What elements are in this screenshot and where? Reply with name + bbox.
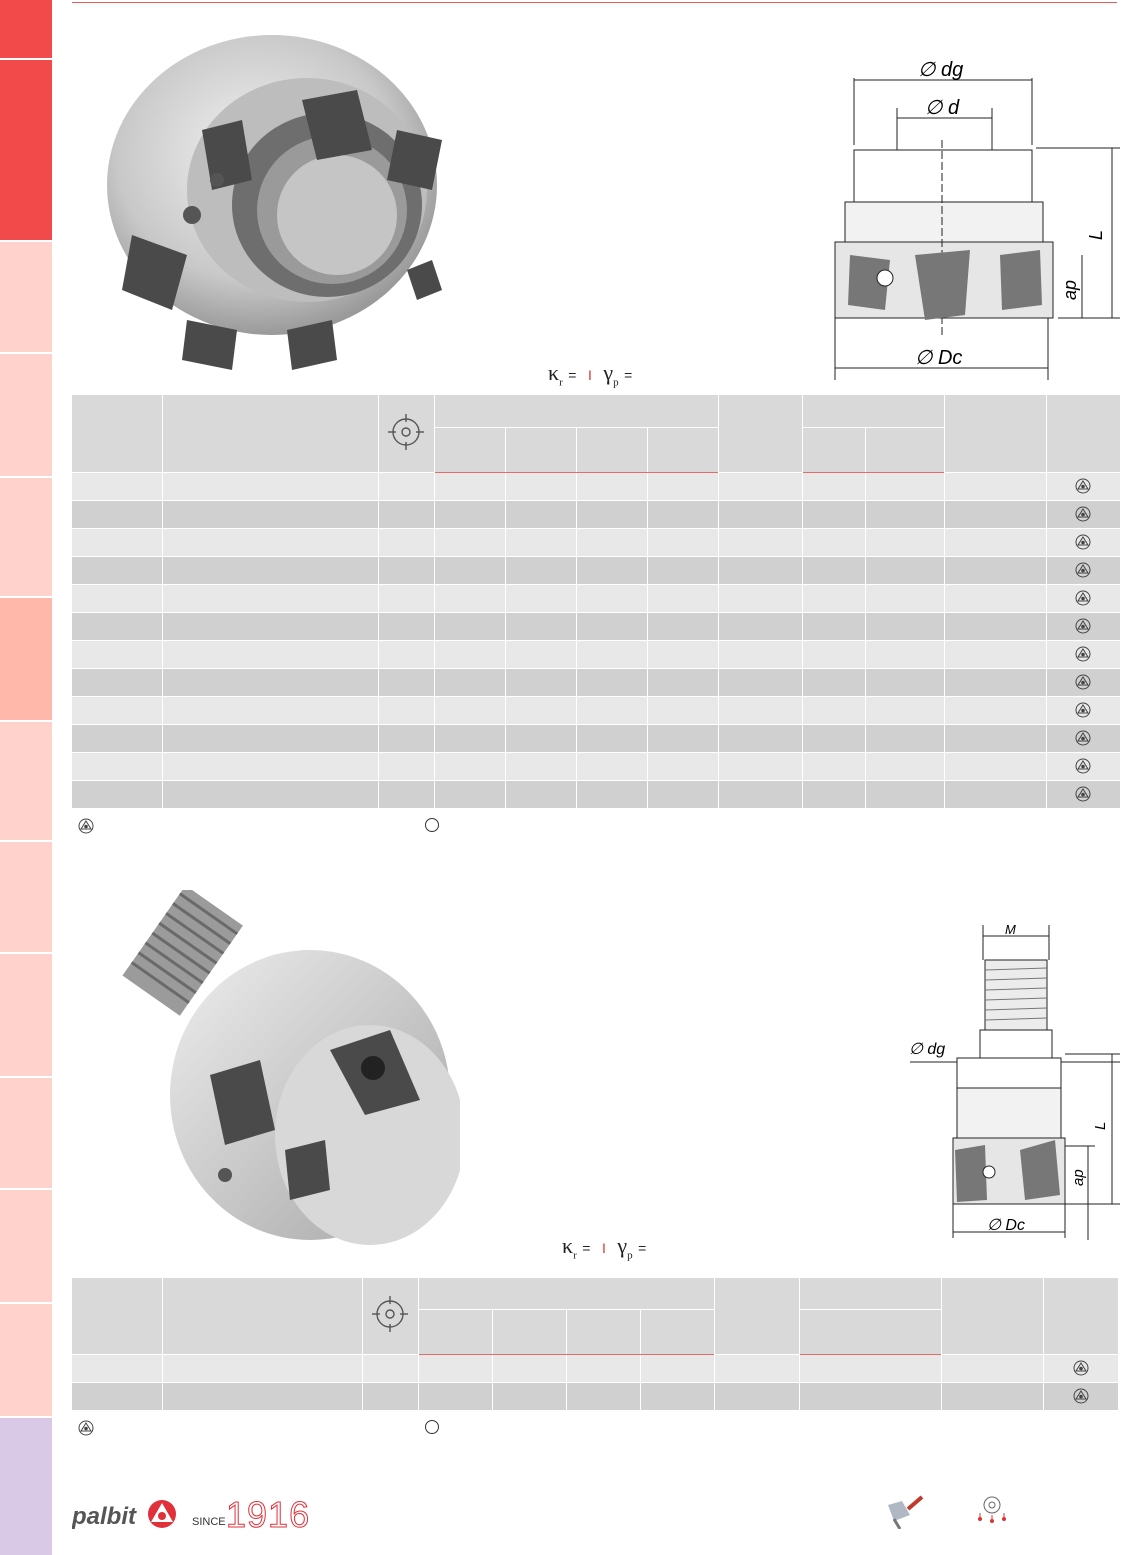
table-row: [72, 668, 1120, 696]
table-cell: [162, 500, 378, 528]
table-cell: [378, 752, 434, 780]
stock-icon-cell: [1046, 668, 1120, 696]
table-cell: [944, 724, 1046, 752]
table-cell: [647, 612, 718, 640]
side-tab[interactable]: [0, 478, 52, 596]
table-cell: [505, 528, 576, 556]
table-cell: [434, 696, 505, 724]
palbit-stock-icon: [1075, 506, 1091, 522]
table-cell: [378, 612, 434, 640]
header-cell: [576, 427, 647, 472]
header-cell: [799, 1309, 941, 1354]
table-cell: [162, 668, 378, 696]
table-cell: [718, 752, 802, 780]
table-cell: [162, 1354, 362, 1382]
table-cell: [714, 1382, 799, 1410]
diameter-symbol: ∅: [918, 59, 936, 81]
table-cell: [865, 668, 944, 696]
stock-icon-cell: [1043, 1382, 1118, 1410]
palbit-stock-icon: [1075, 478, 1091, 494]
header-cell: [505, 427, 576, 472]
stock-icon-cell: [1046, 472, 1120, 500]
table-row: [72, 500, 1120, 528]
header-cell: [865, 427, 944, 472]
table-cell: [162, 472, 378, 500]
header-cell: [492, 1309, 566, 1354]
screw-fit-mill-dimension-drawing: [905, 920, 1120, 1240]
target-icon-cell: [362, 1278, 418, 1354]
table-cell: [505, 752, 576, 780]
palbit-stock-icon: [1075, 590, 1091, 606]
table-row: [72, 696, 1120, 724]
table-cell: [72, 472, 162, 500]
stock-icon-cell: [1046, 640, 1120, 668]
table-row: [72, 1354, 1118, 1382]
table-cell: [865, 696, 944, 724]
table-cell: [802, 752, 865, 780]
screw-fit-mill-photo: [100, 890, 460, 1255]
table-cell: [576, 584, 647, 612]
palbit-stock-icon: [1075, 646, 1091, 662]
table-cell: [434, 780, 505, 808]
table-cell: [505, 696, 576, 724]
table-row: [72, 556, 1120, 584]
table-cell: [576, 696, 647, 724]
table-cell: [434, 612, 505, 640]
table-cell: [576, 640, 647, 668]
side-tab[interactable]: [0, 1078, 52, 1188]
table-cell: [647, 724, 718, 752]
table-cell: [434, 640, 505, 668]
legend-palbit-icon: [78, 818, 94, 834]
table-cell: [576, 500, 647, 528]
header-cell: [799, 1278, 941, 1309]
table-cell: [802, 640, 865, 668]
table-row: [72, 612, 1120, 640]
table-cell: [944, 528, 1046, 556]
table-cell: [802, 696, 865, 724]
target-icon: [372, 1296, 408, 1332]
table-cell: [378, 500, 434, 528]
palbit-stock-icon: [1075, 730, 1091, 746]
table-cell: [434, 556, 505, 584]
table-cell: [378, 640, 434, 668]
header-cell: [162, 1278, 362, 1354]
ap-label: ap: [1060, 279, 1080, 300]
table-cell: [576, 528, 647, 556]
table-cell: [72, 780, 162, 808]
d-label: d: [947, 97, 960, 119]
table-cell: [378, 780, 434, 808]
header-cell: [714, 1278, 799, 1354]
face-mill-photo: [92, 20, 492, 380]
side-tab[interactable]: [0, 842, 52, 952]
table-cell: [718, 696, 802, 724]
table-cell: [944, 752, 1046, 780]
table-cell: [802, 612, 865, 640]
table-cell: [647, 556, 718, 584]
table-cell: [362, 1382, 418, 1410]
svg-text:∅ dg: [918, 59, 963, 81]
table-cell: [434, 500, 505, 528]
table-cell: [378, 724, 434, 752]
palbit-stock-icon: [78, 818, 94, 834]
table-cell: [162, 752, 378, 780]
dg-label-2: dg: [927, 1041, 946, 1058]
side-tab[interactable]: [0, 722, 52, 840]
table-cell: [162, 640, 378, 668]
table-cell: [434, 752, 505, 780]
table-cell: [576, 724, 647, 752]
palbit-stock-icon: [78, 1420, 94, 1436]
table-cell: [718, 556, 802, 584]
header-cell: [72, 395, 162, 472]
palbit-stock-icon: [1075, 674, 1091, 690]
spec-table-face-mill: [72, 395, 1121, 809]
table-cell: [72, 640, 162, 668]
table-cell: [865, 780, 944, 808]
table-cell: [640, 1354, 714, 1382]
header-cell: [434, 427, 505, 472]
table-cell: [162, 696, 378, 724]
svg-text:∅ dg: ∅ dg: [909, 1041, 946, 1058]
stock-icon-cell: [1046, 584, 1120, 612]
table-cell: [718, 584, 802, 612]
table-cell: [418, 1354, 492, 1382]
table-cell: [647, 584, 718, 612]
table-cell: [802, 724, 865, 752]
table-cell: [718, 780, 802, 808]
table-cell: [576, 612, 647, 640]
table-cell: [72, 724, 162, 752]
table-cell: [944, 640, 1046, 668]
table-cell: [162, 584, 378, 612]
header-cell: [162, 395, 378, 472]
table-cell: [865, 472, 944, 500]
header-cell: [1046, 395, 1120, 472]
side-tab[interactable]: [0, 1190, 52, 1302]
table-cell: [505, 472, 576, 500]
header-cell: [802, 395, 944, 427]
table-cell: [378, 528, 434, 556]
table-cell: [72, 752, 162, 780]
table-cell: [162, 724, 378, 752]
table-cell: [647, 780, 718, 808]
header-cell: [647, 427, 718, 472]
table-cell: [647, 752, 718, 780]
palbit-stock-icon: [1075, 786, 1091, 802]
table-cell: [802, 668, 865, 696]
circle-icon: [425, 818, 439, 832]
table-cell: [434, 472, 505, 500]
legend-palbit-icon-2: [78, 1420, 94, 1436]
table-row: [72, 1382, 1118, 1410]
svg-text:∅ Dc: ∅ Dc: [987, 1217, 1025, 1234]
stock-icon-cell: [1046, 696, 1120, 724]
table-cell: [718, 472, 802, 500]
header-cell: [72, 1278, 162, 1354]
table-cell: [865, 612, 944, 640]
table-cell: [434, 724, 505, 752]
table-cell: [378, 472, 434, 500]
table-cell: [944, 612, 1046, 640]
svg-text:palbit: palbit: [72, 1503, 136, 1530]
stock-icon-cell: [1046, 556, 1120, 584]
table-cell: [576, 556, 647, 584]
top-rule: [72, 2, 1117, 3]
table-cell: [434, 584, 505, 612]
legend-circle-2: [425, 1420, 439, 1437]
table-cell: [941, 1354, 1043, 1382]
header-cell: [566, 1309, 640, 1354]
table-cell: [576, 668, 647, 696]
side-tab[interactable]: [0, 354, 52, 476]
table-row: [72, 780, 1120, 808]
table-cell: [505, 724, 576, 752]
table-cell: [718, 724, 802, 752]
table-cell: [799, 1354, 941, 1382]
table-cell: [72, 612, 162, 640]
table-cell: [162, 780, 378, 808]
table-cell: [505, 556, 576, 584]
stock-icon-cell: [1046, 612, 1120, 640]
table-row: [72, 472, 1120, 500]
table-cell: [865, 556, 944, 584]
table-cell: [72, 556, 162, 584]
table-cell: [505, 780, 576, 808]
table-cell: [576, 752, 647, 780]
header-cell: [802, 427, 865, 472]
table-cell: [802, 472, 865, 500]
side-tab[interactable]: [0, 1418, 52, 1555]
table-cell: [647, 500, 718, 528]
stock-icon-cell: [1046, 780, 1120, 808]
table-row: [72, 724, 1120, 752]
stock-icon-cell: [1046, 528, 1120, 556]
svg-text:∅ Dc: ∅ Dc: [915, 347, 963, 369]
table-cell: [505, 584, 576, 612]
angle-formula-2: $\kappa_r = I$ $\gamma_p$ =: [562, 1233, 647, 1262]
palbit-stock-icon: [1075, 702, 1091, 718]
l-label: L: [1086, 229, 1106, 240]
l-label-2: L: [1092, 1121, 1109, 1130]
table-cell: [865, 500, 944, 528]
m-label: M: [1005, 922, 1016, 937]
table-cell: [640, 1382, 714, 1410]
table-cell: [718, 668, 802, 696]
dc-label: Dc: [937, 347, 963, 369]
table-cell: [647, 528, 718, 556]
palbit-stock-icon: [1075, 618, 1091, 634]
circle-icon: [425, 1420, 439, 1434]
table-cell: [72, 500, 162, 528]
table-cell: [505, 640, 576, 668]
table-cell: [72, 1382, 162, 1410]
table-row: [72, 584, 1120, 612]
table-cell: [576, 472, 647, 500]
table-cell: [566, 1382, 640, 1410]
table-cell: [505, 500, 576, 528]
angle-formula: $\kappa_r = I$ $\gamma_p$ =: [548, 360, 633, 389]
header-cell: [434, 395, 718, 427]
table-cell: [378, 696, 434, 724]
palbit-logo: [72, 1496, 182, 1537]
table-cell: [647, 696, 718, 724]
side-tab[interactable]: [0, 954, 52, 1076]
table-cell: [647, 640, 718, 668]
table-cell: [72, 528, 162, 556]
table-cell: [434, 668, 505, 696]
coolant-icon: [972, 1495, 1012, 1529]
side-tab[interactable]: [0, 598, 52, 720]
table-cell: [865, 752, 944, 780]
table-cell: [162, 1382, 362, 1410]
stock-icon-cell: [1043, 1354, 1118, 1382]
table-cell: [714, 1354, 799, 1382]
palbit-stock-icon: [1073, 1360, 1089, 1376]
stock-icon-cell: [1046, 752, 1120, 780]
target-icon: [388, 414, 424, 450]
face-mill-dimension-drawing: [830, 50, 1120, 385]
table-cell: [72, 696, 162, 724]
side-tab[interactable]: [0, 60, 52, 240]
table-cell: [647, 472, 718, 500]
table-cell: [492, 1354, 566, 1382]
table-cell: [718, 528, 802, 556]
palbit-stock-icon: [1075, 758, 1091, 774]
table-cell: [718, 500, 802, 528]
table-cell: [802, 780, 865, 808]
table-cell: [944, 584, 1046, 612]
table-cell: [566, 1354, 640, 1382]
table-cell: [944, 780, 1046, 808]
table-cell: [72, 1354, 162, 1382]
table-cell: [802, 556, 865, 584]
legend-circle: [425, 818, 439, 835]
header-cell: [941, 1278, 1043, 1354]
header-cell: [718, 395, 802, 472]
table-cell: [718, 612, 802, 640]
stock-icon-cell: [1046, 500, 1120, 528]
palbit-stock-icon: [1075, 534, 1091, 550]
wrench-screw-icon: [880, 1495, 926, 1529]
target-icon-cell: [378, 395, 434, 472]
table-cell: [505, 612, 576, 640]
palbit-stock-icon: [1075, 562, 1091, 578]
table-row: [72, 752, 1120, 780]
table-cell: [647, 668, 718, 696]
table-cell: [162, 528, 378, 556]
table-cell: [378, 584, 434, 612]
palbit-stock-icon: [1073, 1388, 1089, 1404]
table-cell: [865, 724, 944, 752]
table-cell: [944, 696, 1046, 724]
header-cell: [1043, 1278, 1118, 1354]
table-cell: [576, 780, 647, 808]
table-cell: [944, 556, 1046, 584]
table-cell: [865, 528, 944, 556]
ap-label-2: ap: [1070, 1169, 1087, 1186]
side-tab[interactable]: [0, 0, 52, 58]
table-cell: [944, 500, 1046, 528]
header-cell: [944, 395, 1046, 472]
table-row: [72, 528, 1120, 556]
table-row: [72, 640, 1120, 668]
table-cell: [378, 668, 434, 696]
table-cell: [418, 1382, 492, 1410]
table-cell: [802, 528, 865, 556]
dc-label-2: Dc: [1005, 1217, 1025, 1234]
table-cell: [802, 500, 865, 528]
table-cell: [802, 584, 865, 612]
table-cell: [505, 668, 576, 696]
header-cell: [640, 1309, 714, 1354]
table-cell: [944, 668, 1046, 696]
svg-text:∅ d: ∅ d: [925, 97, 960, 119]
table-cell: [434, 528, 505, 556]
header-cell: [418, 1309, 492, 1354]
side-tab[interactable]: [0, 1304, 52, 1416]
table-cell: [865, 640, 944, 668]
table-cell: [799, 1382, 941, 1410]
table-cell: [718, 640, 802, 668]
stock-icon-cell: [1046, 724, 1120, 752]
spec-table-screw-fit: [72, 1278, 1119, 1411]
table-cell: [72, 668, 162, 696]
table-cell: [72, 584, 162, 612]
table-cell: [941, 1382, 1043, 1410]
table-cell: [362, 1354, 418, 1382]
table-cell: [865, 584, 944, 612]
table-cell: [944, 472, 1046, 500]
table-cell: [162, 612, 378, 640]
table-cell: [162, 556, 378, 584]
dg-label: dg: [940, 59, 964, 81]
table-cell: [378, 556, 434, 584]
side-tab[interactable]: [0, 242, 52, 352]
table-cell: [492, 1382, 566, 1410]
header-cell: [418, 1278, 714, 1309]
